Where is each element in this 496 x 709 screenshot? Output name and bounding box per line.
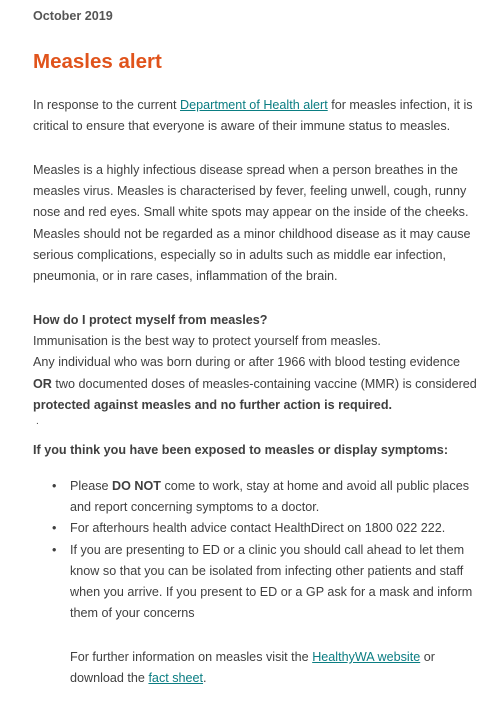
bullet-2-text: For afterhours health advice contact HealthDirect on 1800 022 222. (70, 521, 446, 536)
bullet-icon: • (52, 542, 57, 557)
list-item (33, 476, 473, 518)
healthywa-website-link[interactable]: HealthyWA website (312, 650, 421, 664)
list-item (33, 540, 473, 625)
bullet-3-text: If you are presenting to ED or a clinic you should call ahead to let them know so that you can be isolated from infecting other patients and staff when you arrive. If you present to ED or a GP ask for a mask and inform them of your concerns (70, 542, 473, 621)
page-title: Measles alert (33, 50, 162, 73)
fact-sheet-link[interactable]: fact sheet (148, 671, 204, 686)
measles-description-paragraph: Measles is a highly infectious disease spread when a person breathes in the measles virus. Measles is characterised by fever, feeling unwell, cough, runny nose and red eyes. Small white spots may appear on the inside of the cheeks. Measles should not be regarded as a minor childhood disease as it may cause serious complications, especially so in adults such as middle ear infection, pneumonia, or in rare cases, inflammation of the brain. (33, 163, 471, 284)
protect-heading: How do I protect myself from measles? (33, 313, 268, 327)
protect-section (33, 310, 481, 416)
exposed-heading: If you think you have been exposed to measles or display symptoms: (33, 443, 449, 457)
intro-paragraph (33, 95, 481, 137)
protect-line-2-prefix: Any individual who was born during or after 1966 with blood testing evidence (33, 355, 461, 370)
bullet-icon: • (52, 521, 57, 536)
further-info-paragraph (70, 647, 470, 689)
further-middle: or download the (70, 650, 435, 686)
protect-line-2-middle: two documented doses of measles-containing vaccine (MMR) is considered (51, 376, 477, 391)
bullet-1-bold: DO NOT (112, 479, 161, 493)
intro-suffix: for measles infection, it is critical to ensure that everyone is aware of their immune status to measles. (33, 98, 473, 134)
protect-line-1: Immunisation is the best way to protect yourself from measles. (33, 334, 381, 349)
bullet-1-prefix: Please (70, 479, 113, 493)
list-item (33, 518, 473, 539)
protect-line-2-bold: protected against measles and no further action is required. (33, 397, 393, 412)
further-suffix: . (203, 671, 207, 686)
protect-or: OR (33, 376, 52, 391)
department-of-health-alert-link[interactable]: Department of Health alert (180, 98, 328, 112)
further-prefix: For further information on measles visit the (70, 650, 313, 664)
bullet-1-suffix: come to work, stay at home and avoid all public places and report concerning symptoms to a doctor. (70, 479, 470, 515)
bullet-icon: • (52, 479, 57, 493)
issue-date: October 2019 (33, 9, 113, 23)
exposed-bullet-list (33, 476, 473, 624)
intro-prefix: In response to the current (33, 98, 181, 112)
stray-dot: . (36, 416, 39, 427)
